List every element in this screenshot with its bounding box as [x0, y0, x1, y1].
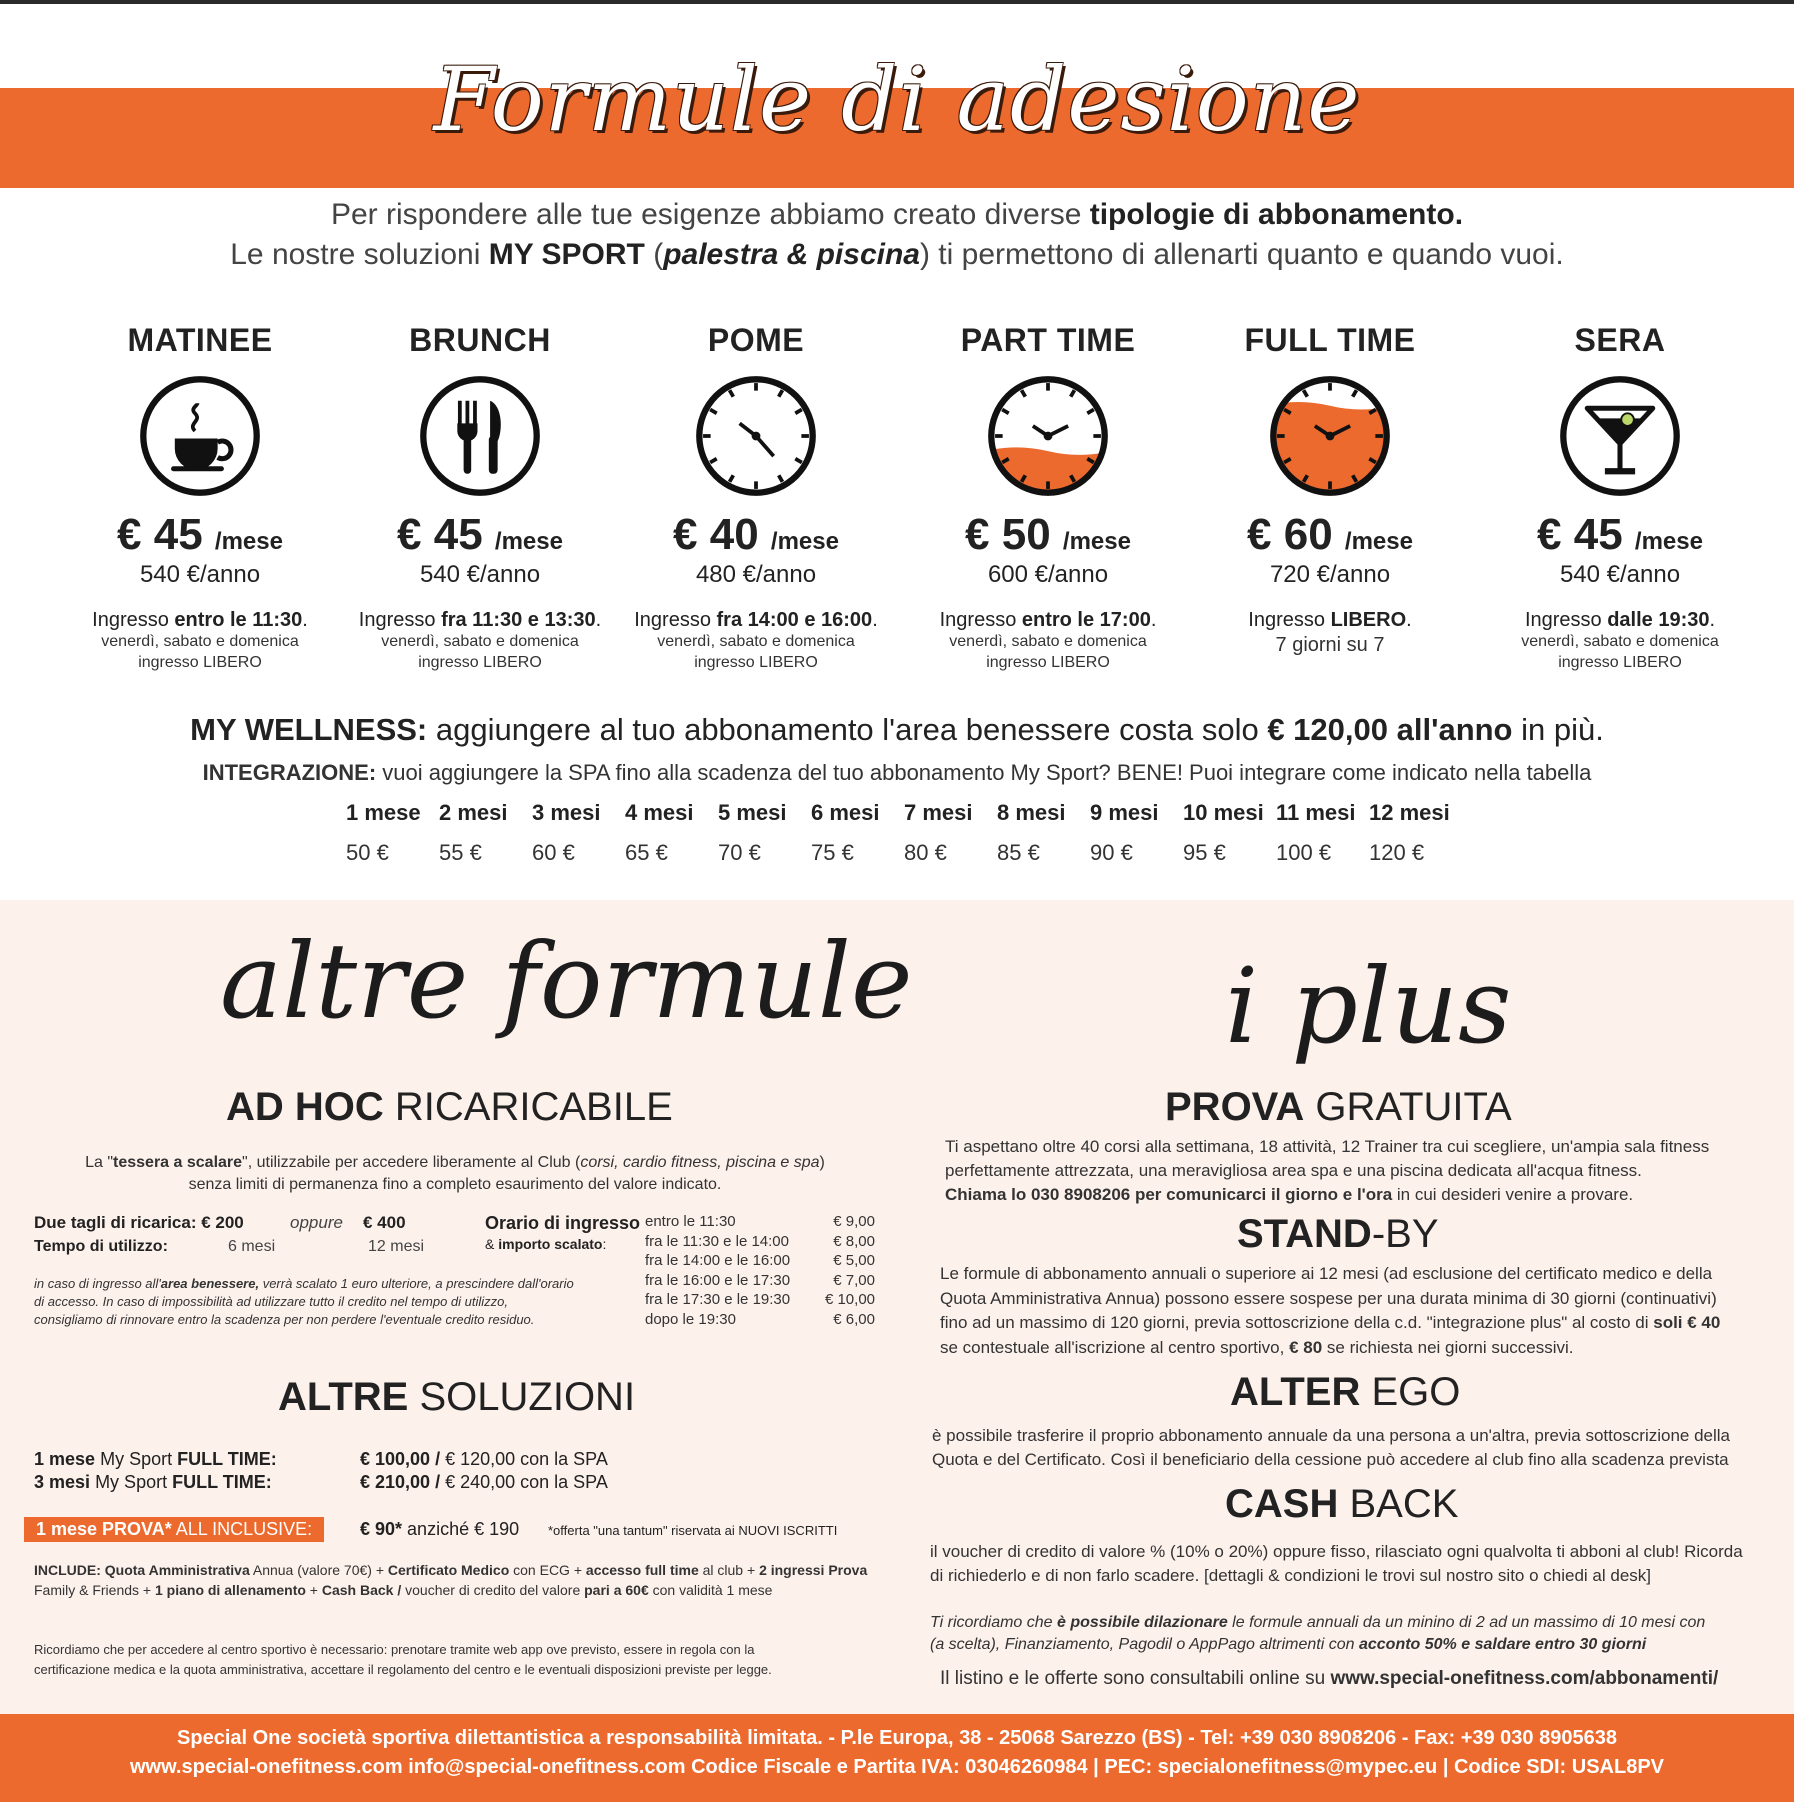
month-label: 5 mesi — [718, 800, 787, 825]
plan-entry-time: Ingresso LIBERO. — [1248, 609, 1412, 631]
integration-month — [625, 800, 718, 866]
entry-time: fra le 11:30 e le 14:00 — [645, 1232, 789, 1250]
plan-note: 7 giorni su 7 — [1275, 634, 1385, 656]
plan-year-price: 540 €/anno — [139, 561, 261, 588]
integration-month — [811, 800, 904, 866]
plan-note: venerdì, sabato e domenica — [381, 633, 579, 650]
page-title: Formule di adesione — [433, 48, 1361, 151]
adhoc-note: in caso di ingresso all'area benessere, verrà scalato 1 euro ulteriore, a prescindere dall'orario di accesso. In caso di impossibilità ad utilizzare tutto il credito nel tempo di utilizzo, consigliamo di rinnovare entro la scadenza per non perdere l'eventuale credito residuo. — [34, 1276, 574, 1328]
altre-formule-title: altre formule — [220, 920, 913, 1042]
entry-time: dopo le 19:30 — [645, 1310, 736, 1328]
integration-month — [1369, 800, 1462, 866]
altre-soluzioni-heading: ALTRE SOLUZIONI — [278, 1375, 636, 1419]
plan-entry-time: Ingresso entro le 11:30. — [92, 609, 308, 631]
plan-year-price: 540 €/anno — [1559, 561, 1681, 588]
month-label: 6 mesi — [811, 800, 880, 825]
altre-soluzioni-list — [34, 1448, 608, 1495]
cocktail-icon — [1557, 373, 1683, 499]
integration-month — [997, 800, 1090, 866]
month-price: 55 € — [439, 840, 482, 865]
entry-schedule-row — [645, 1212, 875, 1232]
installments-text: Ti ricordiamo che è possibile dilazionare le formule annuali da un minino di 2 ad un massimo di 10 mesi con (a scelta), Finanziamento, Pagodil o AppPago altrimenti con acconto 50% e saldare entro 30 giorni — [930, 1614, 1706, 1654]
integration-month — [1090, 800, 1183, 866]
adhoc-description: La "tessera a scalare", utilizzabile per accedere liberamente al Club (corsi, cardio fitness, piscina e spa) senza limiti di permanenza fino a completo esaurimento del valore indicato. — [85, 1154, 825, 1193]
plan-year-price: 480 €/anno — [695, 561, 817, 588]
listino-line: Il listino e le offerte sono consultabili online su www.special-onefitness.com/abbonamenti/ — [940, 1668, 1719, 1689]
solution-duration: 1 mese — [34, 1449, 96, 1469]
integration-line: INTEGRAZIONE: vuoi aggiungere la SPA fino alla scadenza del tuo abbonamento My Sport? BENE! Puoi integrare come indicato nella tabella — [202, 760, 1592, 785]
solution-price: € 210,00 / — [360, 1472, 441, 1493]
usage-12-months: 12 mesi — [368, 1238, 425, 1255]
plan-entry-time: Ingresso entro le 17:00. — [939, 609, 1157, 631]
plan-name: POME — [707, 322, 805, 358]
plan-card-brunch — [340, 322, 620, 674]
coffee-cup-icon — [137, 373, 263, 499]
prova-includes: INCLUDE: Quota Amministrativa Annua (valore 70€) + Certificato Medico con ECG + accesso full time al club + 2 ingressi Prova Family & Friends + 1 piano di allenamento + Cash Back / voucher di credito del valore pari a 60€ con validità 1 mese — [34, 1562, 868, 1599]
plan-name: PART TIME — [960, 322, 1136, 358]
month-label: 10 mesi — [1183, 800, 1264, 825]
intro-line-1: Per rispondere alle tue esigenze abbiamo creato diverse tipologie di abbonamento. — [330, 198, 1464, 231]
integration-table — [346, 800, 1462, 866]
top-rule — [0, 0, 1794, 4]
plan-price: € 45 /mese — [397, 510, 563, 559]
entry-schedule-row — [645, 1271, 875, 1291]
plan-note: venerdì, sabato e domenica — [1521, 633, 1719, 650]
cash-back-heading: CASH BACK — [1225, 1482, 1459, 1526]
wellness-line: MY WELLNESS: aggiungere al tuo abbonamento l'area benessere costa solo € 120,00 all'anno in più. — [190, 712, 1604, 747]
entry-charge: € 9,00 — [833, 1213, 875, 1230]
plan-name: FULL TIME — [1244, 322, 1416, 358]
month-label: 11 mesi — [1276, 800, 1356, 825]
month-price: 100 € — [1276, 840, 1332, 865]
month-label: 12 mesi — [1369, 800, 1450, 825]
month-price: 95 € — [1183, 840, 1226, 865]
full-clock-icon — [1267, 373, 1393, 499]
month-price: 90 € — [1090, 840, 1133, 865]
entry-charge: € 8,00 — [833, 1232, 875, 1250]
plan-year-price: 540 €/anno — [419, 561, 541, 588]
plan-entry-time: Ingresso dalle 19:30. — [1524, 609, 1716, 631]
plan-name: SERA — [1574, 322, 1666, 358]
entry-schedule-row — [645, 1310, 875, 1330]
stand-by-heading: STAND-BY — [1237, 1212, 1439, 1256]
entry-schedule-title: Orario di ingresso — [485, 1213, 641, 1233]
recharge-sizes: Due tagli di ricarica: € 200 — [34, 1213, 244, 1232]
intro-line-2: Le nostre soluzioni MY SPORT (palestra & piscina) ti permettono di allenarti quanto e quando vuoi. — [230, 238, 1564, 271]
stand-by-text: Le formule di abbonamento annuali o superiore ai 12 mesi (ad esclusione del certificato medico e della Quota Amministrativa Annua) possono essere sospese per una durata minima di 30 giorni (continuativi) fino ad un massimo di 120 giorni, previa sottoscrizione della c.d. "integrazione plus" al costo di soli € 40 se contestuale all'iscrizione al centro sportivo, € 80 se richiesta nei giorni successivi. — [940, 1264, 1721, 1357]
entry-charge: € 7,00 — [833, 1271, 875, 1289]
month-label: 4 mesi — [625, 800, 694, 825]
solution-price: € 100,00 / — [360, 1449, 441, 1469]
integration-month — [1276, 800, 1369, 866]
plan-note: ingresso LIBERO — [986, 653, 1110, 671]
month-price: 80 € — [904, 840, 947, 865]
plan-price: € 60 /mese — [1247, 510, 1413, 559]
entry-schedule-list — [645, 1212, 875, 1329]
integration-month — [439, 800, 532, 866]
plan-note: ingresso LIBERO — [1558, 653, 1682, 671]
plan-price: € 50 /mese — [965, 510, 1131, 559]
clock-icon — [693, 373, 819, 499]
recharge-or: oppure — [290, 1213, 343, 1232]
month-price: 120 € — [1369, 840, 1425, 865]
plan-price: € 45 /mese — [1537, 510, 1703, 559]
solution-row: 1 mese My Sport FULL TIME: € 100,00 / € 120,00 con la SPA — [34, 1449, 608, 1469]
plan-name: BRUNCH — [409, 322, 551, 358]
prova-gratuita-text: Ti aspettano oltre 40 corsi alla settimana, 18 attività, 12 Trainer tra cui scegliere, un'ampia sala fitness perfettamente attrezzata, una meravigliosa area spa e una piscina dedicata all'acqua fitness. Chiama lo 030 8908206 per comunicarci il giorno e l'ora in cui desideri venire a provare. — [945, 1137, 1710, 1204]
plan-note: ingresso LIBERO — [694, 653, 818, 671]
entry-charge: € 5,00 — [833, 1252, 875, 1269]
entry-time: entro le 11:30 — [645, 1213, 736, 1230]
i-plus-title: i plus — [1225, 945, 1512, 1067]
month-label: 2 mesi — [439, 800, 508, 825]
plan-note: ingresso LIBERO — [138, 653, 262, 671]
plan-card-sera — [1480, 322, 1760, 674]
integration-month — [532, 800, 625, 866]
plan-note: ingresso LIBERO — [418, 653, 542, 671]
plan-entry-time: Ingresso fra 14:00 e 16:00. — [634, 609, 878, 631]
plan-card-matinee — [60, 322, 340, 674]
month-label: 3 mesi — [532, 800, 601, 825]
prova-gratuita-heading: PROVA GRATUITA — [1165, 1085, 1512, 1129]
plan-price: € 40 /mese — [673, 510, 839, 559]
entry-time: fra le 16:00 e le 17:30 — [645, 1271, 791, 1289]
plan-note: venerdì, sabato e domenica — [657, 633, 855, 650]
cutlery-icon — [417, 373, 543, 499]
month-price: 50 € — [346, 840, 389, 865]
entry-charge: € 10,00 — [824, 1291, 875, 1308]
month-label: 7 mesi — [904, 800, 973, 825]
usage-time-label: Tempo di utilizzo: — [34, 1238, 168, 1255]
alter-ego-heading: ALTER EGO — [1230, 1370, 1461, 1414]
entry-time: fra le 17:30 e le 19:30 — [645, 1291, 791, 1308]
solution-plan: My Sport — [95, 1472, 173, 1493]
entry-time: fra le 14:00 e le 16:00 — [645, 1252, 791, 1269]
usage-6-months: 6 mesi — [228, 1238, 276, 1255]
entry-schedule-sub: & importo scalato: — [485, 1236, 607, 1252]
entry-charge: € 6,00 — [833, 1310, 875, 1328]
entry-schedule-row — [645, 1251, 875, 1271]
adhoc-heading: AD HOC RICARICABILE — [226, 1085, 673, 1129]
month-label: 1 mese — [346, 800, 421, 825]
footer — [0, 1714, 1794, 1802]
month-label: 8 mesi — [997, 800, 1066, 825]
month-price: 65 € — [625, 840, 668, 865]
month-label: 9 mesi — [1090, 800, 1159, 825]
cash-back-text: il voucher di credito di valore % (10% o 20%) oppure fisso, rilasciato ogni qualvolta ti abboni al club! Ricorda di richiederlo e di non farlo scadere. [dettagli & condizioni le trovi sul nostro sito o chiedi al desk] — [930, 1542, 1743, 1585]
plan-card-full-time — [1190, 322, 1470, 658]
plan-year-price: 600 €/anno — [987, 561, 1109, 588]
month-price: 70 € — [718, 840, 761, 865]
month-price: 60 € — [532, 840, 575, 865]
footer-line-1: Special One società sportiva dilettantistica a responsabilità limitata. - P.le Europa, 38 - 25068 Sarezzo (BS) - Tel: +39 030 8908206 - Fax: +39 030 8905638 — [177, 1727, 1617, 1749]
plan-year-price: 720 €/anno — [1269, 561, 1391, 588]
month-price: 75 € — [811, 840, 854, 865]
recharge-400: € 400 — [363, 1213, 406, 1232]
entry-schedule-row — [645, 1290, 875, 1310]
plan-note: venerdì, sabato e domenica — [949, 633, 1147, 650]
integration-month — [904, 800, 997, 866]
solution-row: 3 mesi My Sport FULL TIME: € 210,00 / € 240,00 con la SPA — [34, 1472, 608, 1493]
integration-month — [346, 800, 439, 866]
month-price: 85 € — [997, 840, 1040, 865]
prova-price: € 90* anziché € 190 — [360, 1519, 520, 1539]
alter-ego-text: è possibile trasferire il proprio abbonamento annuale da una persona a un'altra, previa sottoscrizione della Quota e del Certificato. Così il beneficiario della cessione può accedere al club fino alla scadenza prevista — [932, 1426, 1731, 1469]
integration-month — [1183, 800, 1276, 866]
plan-entry-time: Ingresso fra 11:30 e 13:30. — [358, 609, 602, 631]
entry-schedule-row — [645, 1232, 875, 1252]
listino-link[interactable]: www.special-onefitness.com/abbonamenti/ — [1330, 1668, 1719, 1689]
solution-plan: My Sport — [100, 1449, 178, 1469]
footer-line-2: www.special-onefitness.com info@special-onefitness.com Codice Fiscale e Partita IVA: 03046260984 | PEC: specialonefitness@mypec.eu | Codice SDI: USAL8PV — [129, 1756, 1665, 1778]
plan-price: € 45 /mese — [117, 510, 283, 559]
plan-card-pome — [616, 322, 896, 674]
plan-name: MATINEE — [127, 322, 273, 358]
solution-duration: 3 mesi — [34, 1472, 91, 1493]
access-reminder: Ricordiamo che per accedere al centro sportivo è necessario: prenotare tramite web app ove previsto, essere in regola con la certificazione medica e la quota amministrativa, accettare il regolamento del centro e le eventuali disposizioni previste per legge. — [34, 1642, 772, 1677]
prova-tag: 1 mese PROVA* ALL INCLUSIVE: — [24, 1517, 324, 1542]
half-filled-clock-icon — [985, 373, 1111, 499]
plan-card-part-time — [908, 322, 1188, 674]
plan-note: venerdì, sabato e domenica — [101, 633, 299, 650]
integration-month — [718, 800, 811, 866]
prova-note: *offerta "una tantum" riservata ai NUOVI ISCRITTI — [548, 1523, 838, 1538]
